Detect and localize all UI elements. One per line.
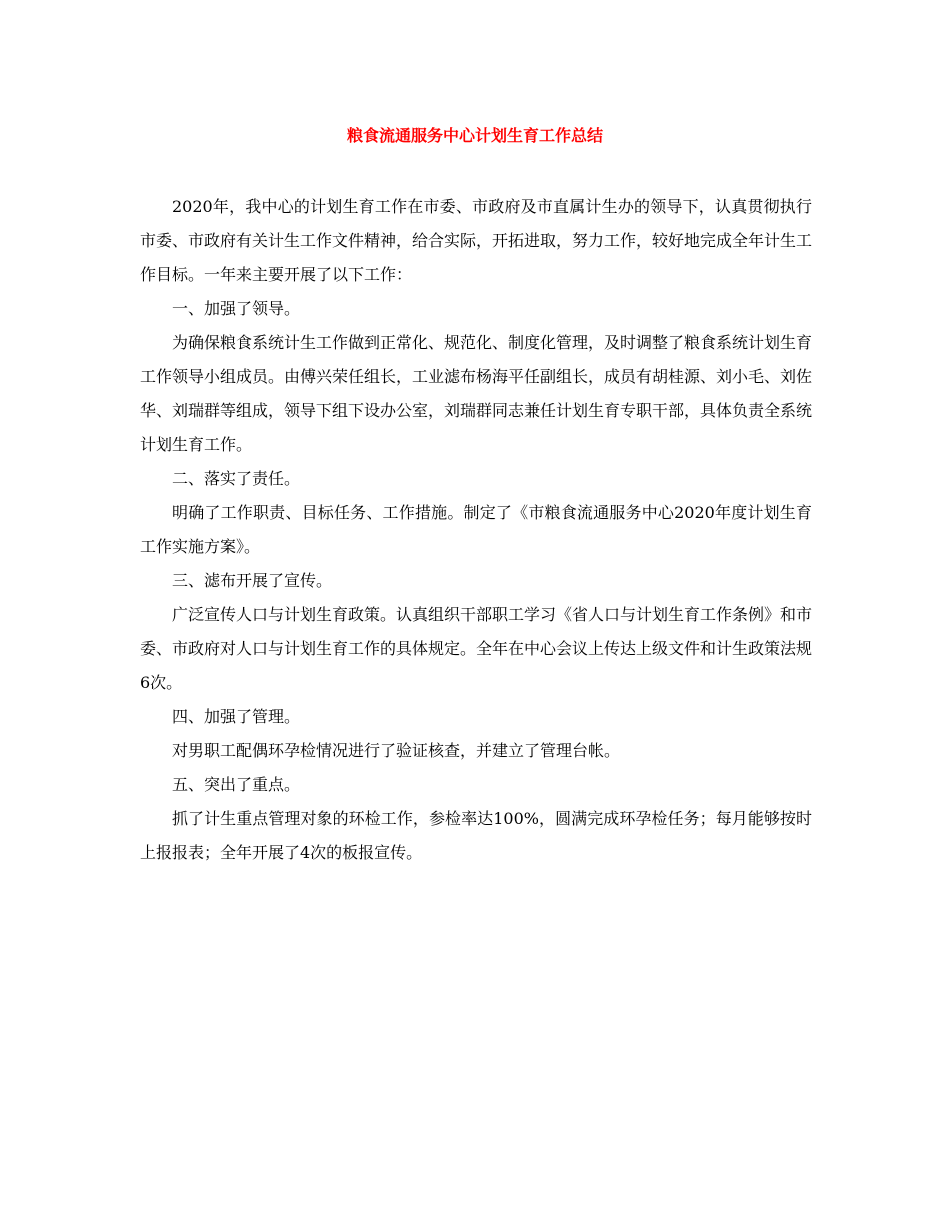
section-heading-5: 五、突出了重点。	[172, 775, 301, 794]
document-title: 粮食流通服务中心计划生育工作总结	[346, 126, 603, 145]
paragraph-section-5: 抓了计生重点管理对象的环检工作，参检率达100%，圆满完成环孕检任务；每月能够按时上报报表；全年开展了4次的板报宣传。	[140, 809, 812, 862]
paragraph-section-3: 广泛宣传人口与计划生育政策。认真组织干部职工学习《省人口与计划生育工作条例》和市委、市政府对人口与计划生育工作的具体规定。全年在中心会议上传达上级文件和计生政策法规6次。	[140, 605, 813, 692]
paragraph-intro: 2020年，我中心的计划生育工作在市委、市政府及市直属计生办的领导下，认真贯彻执行市委、市政府有关计生工作文件精神，给合实际，开拓进取，努力工作，较好地完成全年计生工作目标。一年来主要开展了以下工作：	[140, 197, 813, 284]
paragraph-section-1: 为确保粮食系统计生工作做到正常化、规范化、制度化管理，及时调整了粮食系统计划生育工作领导小组成员。由傅兴荣任组长，工业滤布杨海平任副组长，成员有胡桂源、刘小毛、刘佐华、刘瑞群等组成，领导下组下设办公室，刘瑞群同志兼任计划生育专职干部，具体负责全系统计划生育工作。	[140, 333, 813, 454]
section-heading-4: 四、加强了管理。	[172, 707, 301, 726]
paragraph-section-4: 对男职工配偶环孕检情况进行了验证核查，并建立了管理台帐。	[172, 741, 621, 760]
section-heading-1: 一、加强了领导。	[172, 299, 301, 318]
paragraph-section-2: 明确了工作职责、目标任务、工作措施。制定了《市粮食流通服务中心2020年度计划生育工作实施方案》。	[140, 503, 812, 556]
section-heading-2: 二、落实了责任。	[172, 469, 301, 488]
document-body	[140, 190, 812, 870]
section-heading-3: 三、滤布开展了宣传。	[172, 571, 333, 590]
